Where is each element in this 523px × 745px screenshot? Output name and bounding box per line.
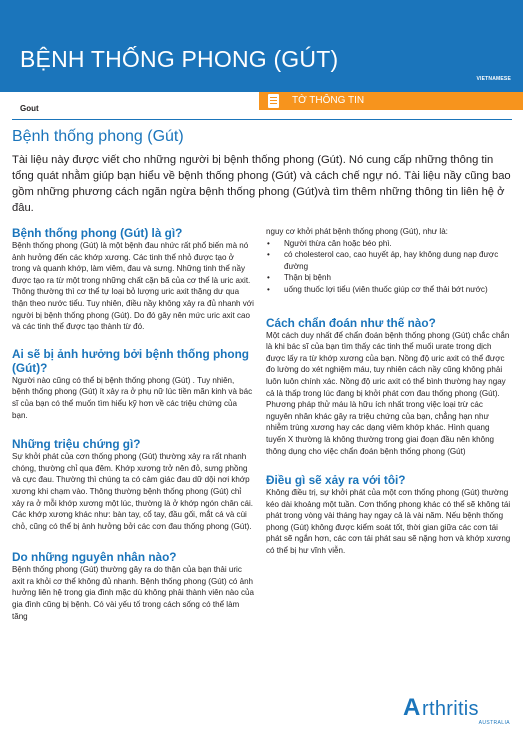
section-body-outcome: Không điều trị, sự khởi phát của một cơn thống phong (Gút) thường kéo dài khoảng một tuần. Cơn thống phong khác có thể sẽ không tái phát trong vòng vài tháng hay ngay cả là vài năm. Nếu bệnh thống phong (Gút) không được kiểm soát tốt, thời gian giữa các cơn tái phát sẽ ngắn hơn, các cơn tái phát sau sẽ nặng hơn và khớp xương có thể bị hư vĩnh viễn. bbox=[266, 488, 511, 556]
logo-initial: A bbox=[403, 694, 421, 721]
section-body-what: Bệnh thống phong (Gút) là một bệnh đau nhức rất phổ biến mà nó ảnh hưởng đến các khớp xương. Các tinh thể nhỏ được tạo ở trong và quanh khớp, làm viêm, đau và sưng. Những tinh thể nầy được tạo ra từ một trong những chất cặn bã của cơ thể là uric axit. Thông thường thì cơ thể tự loại bỏ lượng uric axit thặng dư qua thận theo nước tiểu. Tuy nhiên, điều nầy không xảy ra đủ nhanh với người bị bệnh thống phong (Gút). Do đó gây nên mức uric axit cao và các tinh thể được tạo thành từ đó. bbox=[12, 241, 254, 332]
arthritis-australia-logo bbox=[403, 694, 513, 738]
document-icon bbox=[268, 94, 279, 108]
list-item: • Thận bị bệnh bbox=[266, 272, 511, 284]
list-item: • uống thuốc lợi tiểu (viên thuốc giúp cơ thể thải bớt nước) bbox=[266, 284, 511, 296]
logo-subtitle: AUSTRALIA bbox=[478, 720, 510, 726]
doc-type-tab bbox=[259, 92, 523, 110]
list-item: • có cholesterol cao, cao huyết áp, hay không dung nạp được đường bbox=[266, 249, 511, 272]
list-item: • Người thừa cân hoặc béo phì. bbox=[266, 238, 511, 250]
risk-factor-list bbox=[266, 238, 511, 296]
doc-type-label: TỜ THÔNG TIN bbox=[292, 95, 365, 106]
section-heading-symptoms: Những triệu chứng gì? bbox=[12, 437, 141, 452]
intro-paragraph: Tài liệu này được viết cho những người bị bệnh thống phong (Gút). Nó cung cấp những thông tin tổng quát nhằm giúp bạn hiểu về bệnh thống phong (Gút) và cách chế ngự nó. Tài liệu nầy cũng bao gồm những phương cách ngăn ngừa bệnh thống phong (Gút)và tìm thêm những thông tin liên hệ ở đâu. bbox=[12, 154, 511, 214]
header-banner bbox=[0, 0, 523, 92]
section-body-causes-cont: nguy cơ khởi phát bệnh thống phong (Gút), như là: bbox=[266, 227, 448, 236]
left-column bbox=[12, 226, 254, 622]
section-heading-diagnosis: Cách chẩn đoán như thế nào? bbox=[266, 315, 436, 330]
main-heading: Bệnh thống phong (Gút) bbox=[12, 128, 184, 145]
section-body-who: Người nào cũng có thể bị bệnh thống phong (Gút) . Tuy nhiên, bệnh thống phong (Gút) ít xảy ra ở phụ nữ lúc tiền mãn kinh và bác sĩ của bạn có thể muốn tìm hiểu kỹ hơn về các triệu chứng của bạn. bbox=[12, 375, 253, 420]
topic-label: Gout bbox=[20, 104, 39, 113]
section-body-causes: Bệnh thống phong (Gút) thường gây ra do thận của bạn thải uric axit ra khỏi cơ thể không đủ nhanh. Bệnh thống phong (Gút) có ảnh hưởng liên hệ trong gia đình mặc dù không phải thành viên nào của gia đình cũng bị bệnh. Có vài yếu tố trong cách sống có thể làm tăng bbox=[12, 565, 254, 621]
section-heading-who: Ai sẽ bị ảnh hưởng bởi bệnh thống phong (Gút)? bbox=[12, 346, 249, 375]
section-heading-outcome: Điều gì sẽ xảy ra với tôi? bbox=[266, 473, 406, 488]
section-heading-what: Bệnh thống phong (Gút) là gì? bbox=[12, 226, 183, 240]
right-column bbox=[266, 226, 511, 557]
divider bbox=[12, 119, 512, 120]
section-heading-causes: Do những nguyên nhân nào? bbox=[12, 550, 177, 565]
page-title: BỆNH THỐNG PHONG (GÚT) bbox=[20, 46, 339, 72]
logo-wordmark: rthritis bbox=[422, 698, 479, 720]
language-label: VIETNAMESE bbox=[476, 76, 511, 82]
section-body-symptoms: Sự khởi phát của cơn thống phong (Gút) thường xảy ra rất nhanh chóng, thường chỉ qua đêm. Khớp xương trở nên đỏ, sưng phồng và cực đau. Thường thì chúng ta có cảm giác đau dữ dội nơi khớp xương khi chạm vào. Thông thường bệnh thống phong (Gút) chỉ xảy ra ở mỗi khớp xương một lúc, thường là ở khớp ngón chân cái. Các khớp xương khác như: bàn tay, cổ tay, đầu gối, mắt cá và cùi chỏ, cũng có thể bị ảnh hưởng bởi các cơn đau thống phong (Gút). bbox=[12, 452, 254, 531]
section-body-diagnosis: Một cách duy nhất để chẩn đoán bệnh thống phong (Gút) chắc chắn là khi bác sĩ của bạn tìm thấy các tinh thể muối urate trong dịch được lấy ra từ khớp xương của bạn. Nồng độ uric axit có thể được đo lường do xét nghiệm máu, tuy nhiên cách nầy cũng không phải luôn luôn chính xác. Nồng độ uric axit có thể bình thường hay ngay cả là thấp trong lúc đang bị khởi phát cơn đau thống phong (Gút). Phương pháp thử máu là hữu ích nhất trong việc loại trừ các nguyên nhân khác gây ra triệu chứng của bạn, chẳng hạn như nhiễm trùng xương hay các dạng viêm khớp khác. Hình quang tuyến X thường là không thường trong giai đoạn đầu nên không thông dụng cho việc chẩn đoán bệnh thống phong (Gút) bbox=[266, 330, 510, 456]
